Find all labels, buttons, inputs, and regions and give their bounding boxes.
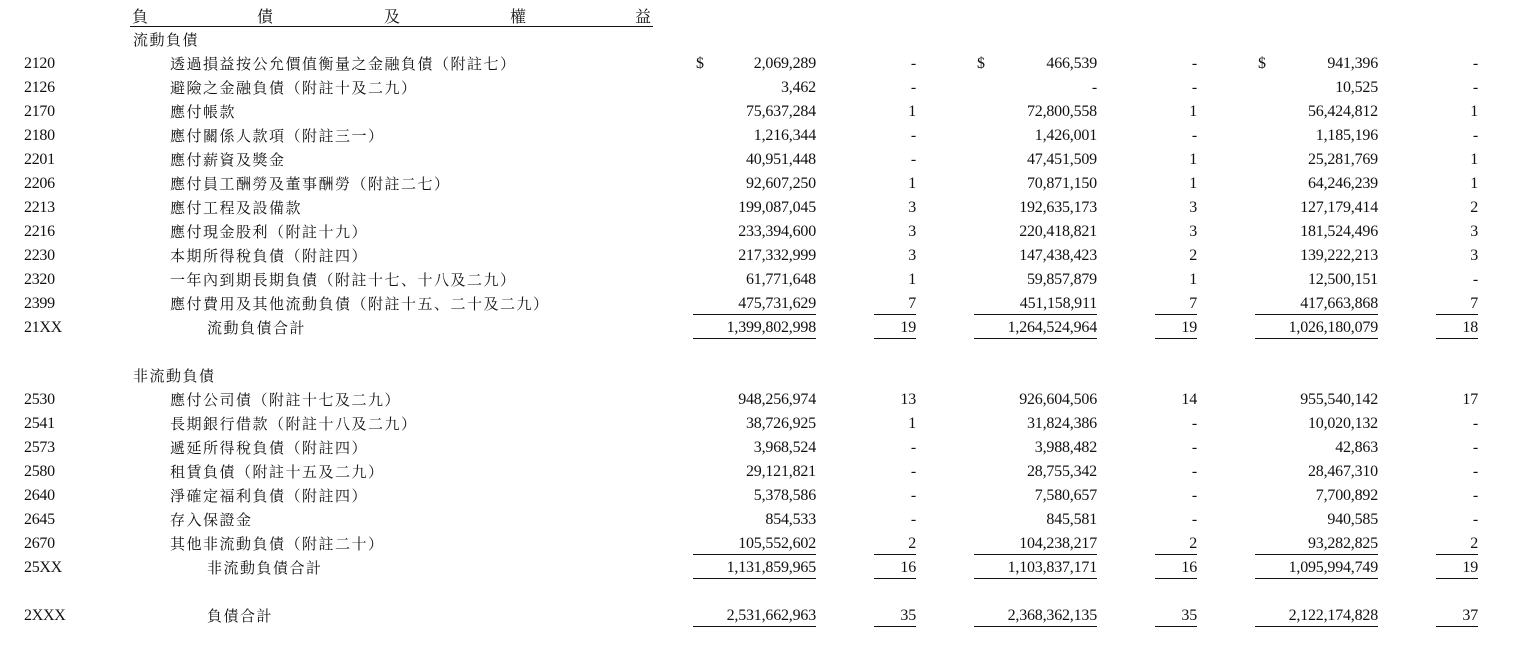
section-current-liabilities	[0, 30, 1525, 54]
percent-prior-period: -	[1472, 79, 1478, 96]
amount-prior-period: 955,540,142	[1300, 391, 1378, 408]
percent-current-period: -	[910, 463, 916, 480]
amount-prior-year-end: 28,755,342	[1026, 463, 1097, 480]
percent-prior-period: -	[1472, 55, 1478, 72]
account-label: 應付關係人款項（附註三一）	[170, 127, 385, 145]
account-code: 25XX	[24, 559, 62, 576]
account-code: 2645	[24, 511, 55, 528]
account-label: 應付現金股利（附註十九）	[170, 223, 369, 241]
amount-current-period: 1,399,802,998	[693, 318, 816, 339]
account-code: 2230	[24, 247, 55, 264]
header-char: 負	[132, 7, 149, 26]
percent-current-period: -	[910, 439, 916, 456]
percent-current-period: -	[910, 487, 916, 504]
table-row	[0, 438, 1525, 462]
amount-prior-year-end: 70,871,150	[1026, 175, 1097, 192]
percent-prior-year-end: 1	[1189, 175, 1197, 192]
account-label: 本期所得稅負債（附註四）	[170, 247, 369, 265]
percent-prior-year-end: 35	[1155, 606, 1197, 627]
amount-current-period: 40,951,448	[745, 151, 816, 168]
amount-prior-year-end: 59,857,879	[1026, 271, 1097, 288]
account-code: 2180	[24, 127, 55, 144]
account-label: 應付工程及設備款	[170, 199, 303, 217]
percent-current-period: 16	[874, 558, 916, 579]
percent-current-period: -	[910, 55, 916, 72]
account-label: 應付員工酬勞及董事酬勞（附註二七）	[170, 175, 451, 193]
account-code: 2126	[24, 79, 55, 96]
amount-prior-period: 1,185,196	[1315, 127, 1378, 144]
account-label: 應付公司債（附註十七及二九）	[170, 391, 402, 409]
percent-prior-year-end: 16	[1155, 558, 1197, 579]
percent-current-period: -	[910, 79, 916, 96]
amount-prior-period: 56,424,812	[1307, 103, 1378, 120]
amount-current-period: 38,726,925	[745, 415, 816, 432]
amount-prior-period: 25,281,769	[1307, 151, 1378, 168]
amount-prior-year-end: 7,580,657	[1034, 487, 1097, 504]
currency-symbol: $	[696, 55, 704, 72]
amount-current-period: 854,533	[765, 511, 816, 528]
percent-prior-period: -	[1472, 463, 1478, 480]
amount-prior-period: 42,863	[1335, 439, 1378, 456]
percent-prior-year-end: -	[1191, 511, 1197, 528]
table-row	[0, 414, 1525, 438]
amount-current-period: 199,087,045	[738, 199, 816, 216]
amount-current-period: 105,552,602	[693, 534, 816, 555]
percent-prior-period: -	[1472, 271, 1478, 288]
amount-prior-year-end: 220,418,821	[1019, 223, 1097, 240]
amount-prior-period: 1,026,180,079	[1255, 318, 1378, 339]
amount-prior-year-end: 3,988,482	[1034, 439, 1097, 456]
amount-prior-year-end: 845,581	[1046, 511, 1097, 528]
amount-prior-year-end: 926,604,506	[1019, 391, 1097, 408]
section-noncurrent-liabilities	[0, 366, 1525, 390]
percent-current-period: 3	[908, 199, 916, 216]
amount-current-period: 1,131,859,965	[693, 558, 816, 579]
header-char: 債	[257, 7, 274, 26]
amount-prior-period: 7,700,892	[1315, 487, 1378, 504]
percent-current-period: 3	[908, 223, 916, 240]
account-label: 應付薪資及獎金	[170, 151, 286, 169]
amount-current-period: 475,731,629	[693, 294, 816, 315]
percent-prior-year-end: -	[1191, 79, 1197, 96]
percent-current-period: 1	[908, 103, 916, 120]
percent-prior-year-end: 2	[1155, 534, 1197, 555]
account-code: 2170	[24, 103, 55, 120]
currency-symbol: $	[977, 55, 985, 72]
account-code: 2XXX	[24, 607, 66, 624]
account-label: 遞延所得稅負債（附註四）	[170, 439, 369, 457]
amount-prior-year-end: 1,264,524,964	[974, 318, 1097, 339]
amount-prior-year-end: 2,368,362,135	[974, 606, 1097, 627]
amount-prior-year-end: 47,451,509	[1026, 151, 1097, 168]
account-label: 負債合計	[207, 607, 274, 625]
amount-prior-year-end: 72,800,558	[1026, 103, 1097, 120]
account-label: 流動負債合計	[207, 319, 307, 337]
account-code: 2216	[24, 223, 55, 240]
percent-prior-year-end: -	[1191, 55, 1197, 72]
percent-prior-period: 2	[1436, 534, 1478, 555]
percent-prior-period: 18	[1436, 318, 1478, 339]
amount-prior-year-end: 466,539	[1046, 55, 1097, 72]
amount-prior-period: 181,524,496	[1300, 223, 1378, 240]
header-char: 權	[510, 7, 527, 26]
table-row	[0, 390, 1525, 414]
table-row	[0, 102, 1525, 126]
percent-prior-period: 1	[1470, 151, 1478, 168]
amount-current-period: 948,256,974	[738, 391, 816, 408]
table-row	[0, 462, 1525, 486]
amount-current-period: 233,394,600	[738, 223, 816, 240]
percent-prior-year-end: 14	[1181, 391, 1197, 408]
percent-current-period: -	[910, 511, 916, 528]
account-code: 2580	[24, 463, 55, 480]
header-char: 益	[635, 7, 652, 26]
percent-prior-period: 3	[1470, 223, 1478, 240]
amount-prior-period: 64,246,239	[1307, 175, 1378, 192]
amount-current-period: 61,771,648	[745, 271, 816, 288]
table-row	[0, 246, 1525, 270]
table-row	[0, 510, 1525, 534]
table-row	[0, 54, 1525, 78]
percent-current-period: 1	[908, 415, 916, 432]
amount-prior-period: 139,222,213	[1300, 247, 1378, 264]
account-label: 非流動負債合計	[207, 559, 323, 577]
percent-current-period: 35	[874, 606, 916, 627]
table-row	[0, 174, 1525, 198]
percent-current-period: 2	[874, 534, 916, 555]
amount-prior-period: 10,020,132	[1307, 415, 1378, 432]
percent-prior-year-end: -	[1191, 463, 1197, 480]
section-title: 流動負債	[133, 31, 200, 49]
account-code: 2120	[24, 55, 55, 72]
percent-prior-period: 17	[1462, 391, 1478, 408]
account-code: 2206	[24, 175, 55, 192]
table-row	[0, 486, 1525, 510]
table-row	[0, 270, 1525, 294]
account-label: 應付帳款	[170, 103, 237, 121]
percent-prior-year-end: 1	[1189, 271, 1197, 288]
amount-prior-period: 1,095,994,749	[1255, 558, 1378, 579]
account-code: 2670	[24, 535, 55, 552]
amount-prior-year-end: 104,238,217	[974, 534, 1097, 555]
percent-current-period: 1	[908, 271, 916, 288]
percent-prior-period: -	[1472, 415, 1478, 432]
percent-current-period: 3	[908, 247, 916, 264]
table-row	[0, 150, 1525, 174]
percent-prior-year-end: -	[1191, 487, 1197, 504]
account-code: 2201	[24, 151, 55, 168]
percent-prior-period: -	[1472, 439, 1478, 456]
currency-symbol: $	[1258, 55, 1266, 72]
amount-prior-period: 93,282,825	[1255, 534, 1378, 555]
amount-prior-period: 2,122,174,828	[1255, 606, 1378, 627]
table-row	[0, 126, 1525, 150]
amount-current-period: 92,607,250	[745, 175, 816, 192]
amount-prior-year-end: 192,635,173	[1019, 199, 1097, 216]
header-char: 及	[384, 7, 401, 26]
account-code: 2213	[24, 199, 55, 216]
amount-current-period: 2,531,662,963	[693, 606, 816, 627]
account-code: 2320	[24, 271, 55, 288]
account-code: 2573	[24, 439, 55, 456]
account-label: 長期銀行借款（附註十八及二九）	[170, 415, 418, 433]
account-label: 應付費用及其他流動負債（附註十五、二十及二九）	[170, 295, 550, 313]
amount-prior-year-end: 1,426,001	[1034, 127, 1097, 144]
account-label: 淨確定福利負債（附註四）	[170, 487, 369, 505]
percent-current-period: -	[910, 127, 916, 144]
percent-prior-period: 37	[1436, 606, 1478, 627]
amount-prior-year-end: 451,158,911	[974, 294, 1097, 315]
percent-prior-year-end: 2	[1189, 247, 1197, 264]
percent-prior-period: 1	[1470, 175, 1478, 192]
account-code: 2640	[24, 487, 55, 504]
percent-prior-year-end: 7	[1155, 294, 1197, 315]
amount-prior-period: 417,663,868	[1255, 294, 1378, 315]
percent-prior-year-end: -	[1191, 127, 1197, 144]
account-code: 21XX	[24, 319, 62, 336]
percent-prior-period: -	[1472, 487, 1478, 504]
amount-current-period: 75,637,284	[745, 103, 816, 120]
table-row	[0, 78, 1525, 102]
table-row	[0, 198, 1525, 222]
amount-current-period: 5,378,586	[753, 487, 816, 504]
account-label: 避險之金融負債（附註十及二九）	[170, 79, 418, 97]
amount-current-period: 29,121,821	[745, 463, 816, 480]
percent-current-period: 7	[874, 294, 916, 315]
amount-prior-period: 941,396	[1327, 55, 1378, 72]
amount-prior-year-end: 31,824,386	[1026, 415, 1097, 432]
amount-prior-year-end: -	[1091, 79, 1097, 96]
account-code: 2399	[24, 295, 55, 312]
percent-prior-year-end: 1	[1189, 151, 1197, 168]
amount-prior-year-end: 147,438,423	[1019, 247, 1097, 264]
total-liabilities-row	[0, 606, 1525, 630]
account-label: 租賃負債（附註十五及二九）	[170, 463, 385, 481]
noncurrent-liabilities-total-row	[0, 558, 1525, 582]
account-code: 2541	[24, 415, 55, 432]
amount-prior-period: 28,467,310	[1307, 463, 1378, 480]
percent-prior-period: 3	[1470, 247, 1478, 264]
table-row	[0, 534, 1525, 558]
account-label: 存入保證金	[170, 511, 253, 529]
percent-prior-year-end: -	[1191, 415, 1197, 432]
amount-current-period: 1,216,344	[753, 127, 816, 144]
percent-current-period: -	[910, 151, 916, 168]
percent-current-period: 13	[900, 391, 916, 408]
current-liabilities-total-row	[0, 318, 1525, 342]
percent-current-period: 19	[874, 318, 916, 339]
liabilities-equity-header	[130, 4, 653, 27]
account-code: 2530	[24, 391, 55, 408]
amount-current-period: 217,332,999	[738, 247, 816, 264]
account-label: 其他非流動負債（附註二十）	[170, 535, 385, 553]
amount-prior-period: 10,525	[1335, 79, 1378, 96]
percent-prior-period: 19	[1436, 558, 1478, 579]
amount-prior-period: 127,179,414	[1300, 199, 1378, 216]
percent-prior-period: 7	[1436, 294, 1478, 315]
percent-current-period: 1	[908, 175, 916, 192]
percent-prior-year-end: -	[1191, 439, 1197, 456]
percent-prior-year-end: 1	[1189, 103, 1197, 120]
percent-prior-period: 2	[1470, 199, 1478, 216]
percent-prior-period: -	[1472, 127, 1478, 144]
percent-prior-year-end: 3	[1189, 223, 1197, 240]
percent-prior-period: 1	[1470, 103, 1478, 120]
amount-current-period: 3,462	[780, 79, 816, 96]
amount-prior-year-end: 1,103,837,171	[974, 558, 1097, 579]
table-row	[0, 294, 1525, 318]
account-label: 透過損益按公允價值衡量之金融負債（附註七）	[170, 55, 517, 73]
amount-prior-period: 12,500,151	[1307, 271, 1378, 288]
amount-prior-period: 940,585	[1327, 511, 1378, 528]
amount-current-period: 3,968,524	[753, 439, 816, 456]
percent-prior-year-end: 19	[1155, 318, 1197, 339]
percent-prior-period: -	[1472, 511, 1478, 528]
section-title: 非流動負債	[133, 367, 216, 385]
table-row	[0, 222, 1525, 246]
percent-prior-year-end: 3	[1189, 199, 1197, 216]
amount-current-period: 2,069,289	[753, 55, 816, 72]
account-label: 一年內到期長期負債（附註十七、十八及二九）	[170, 271, 517, 289]
